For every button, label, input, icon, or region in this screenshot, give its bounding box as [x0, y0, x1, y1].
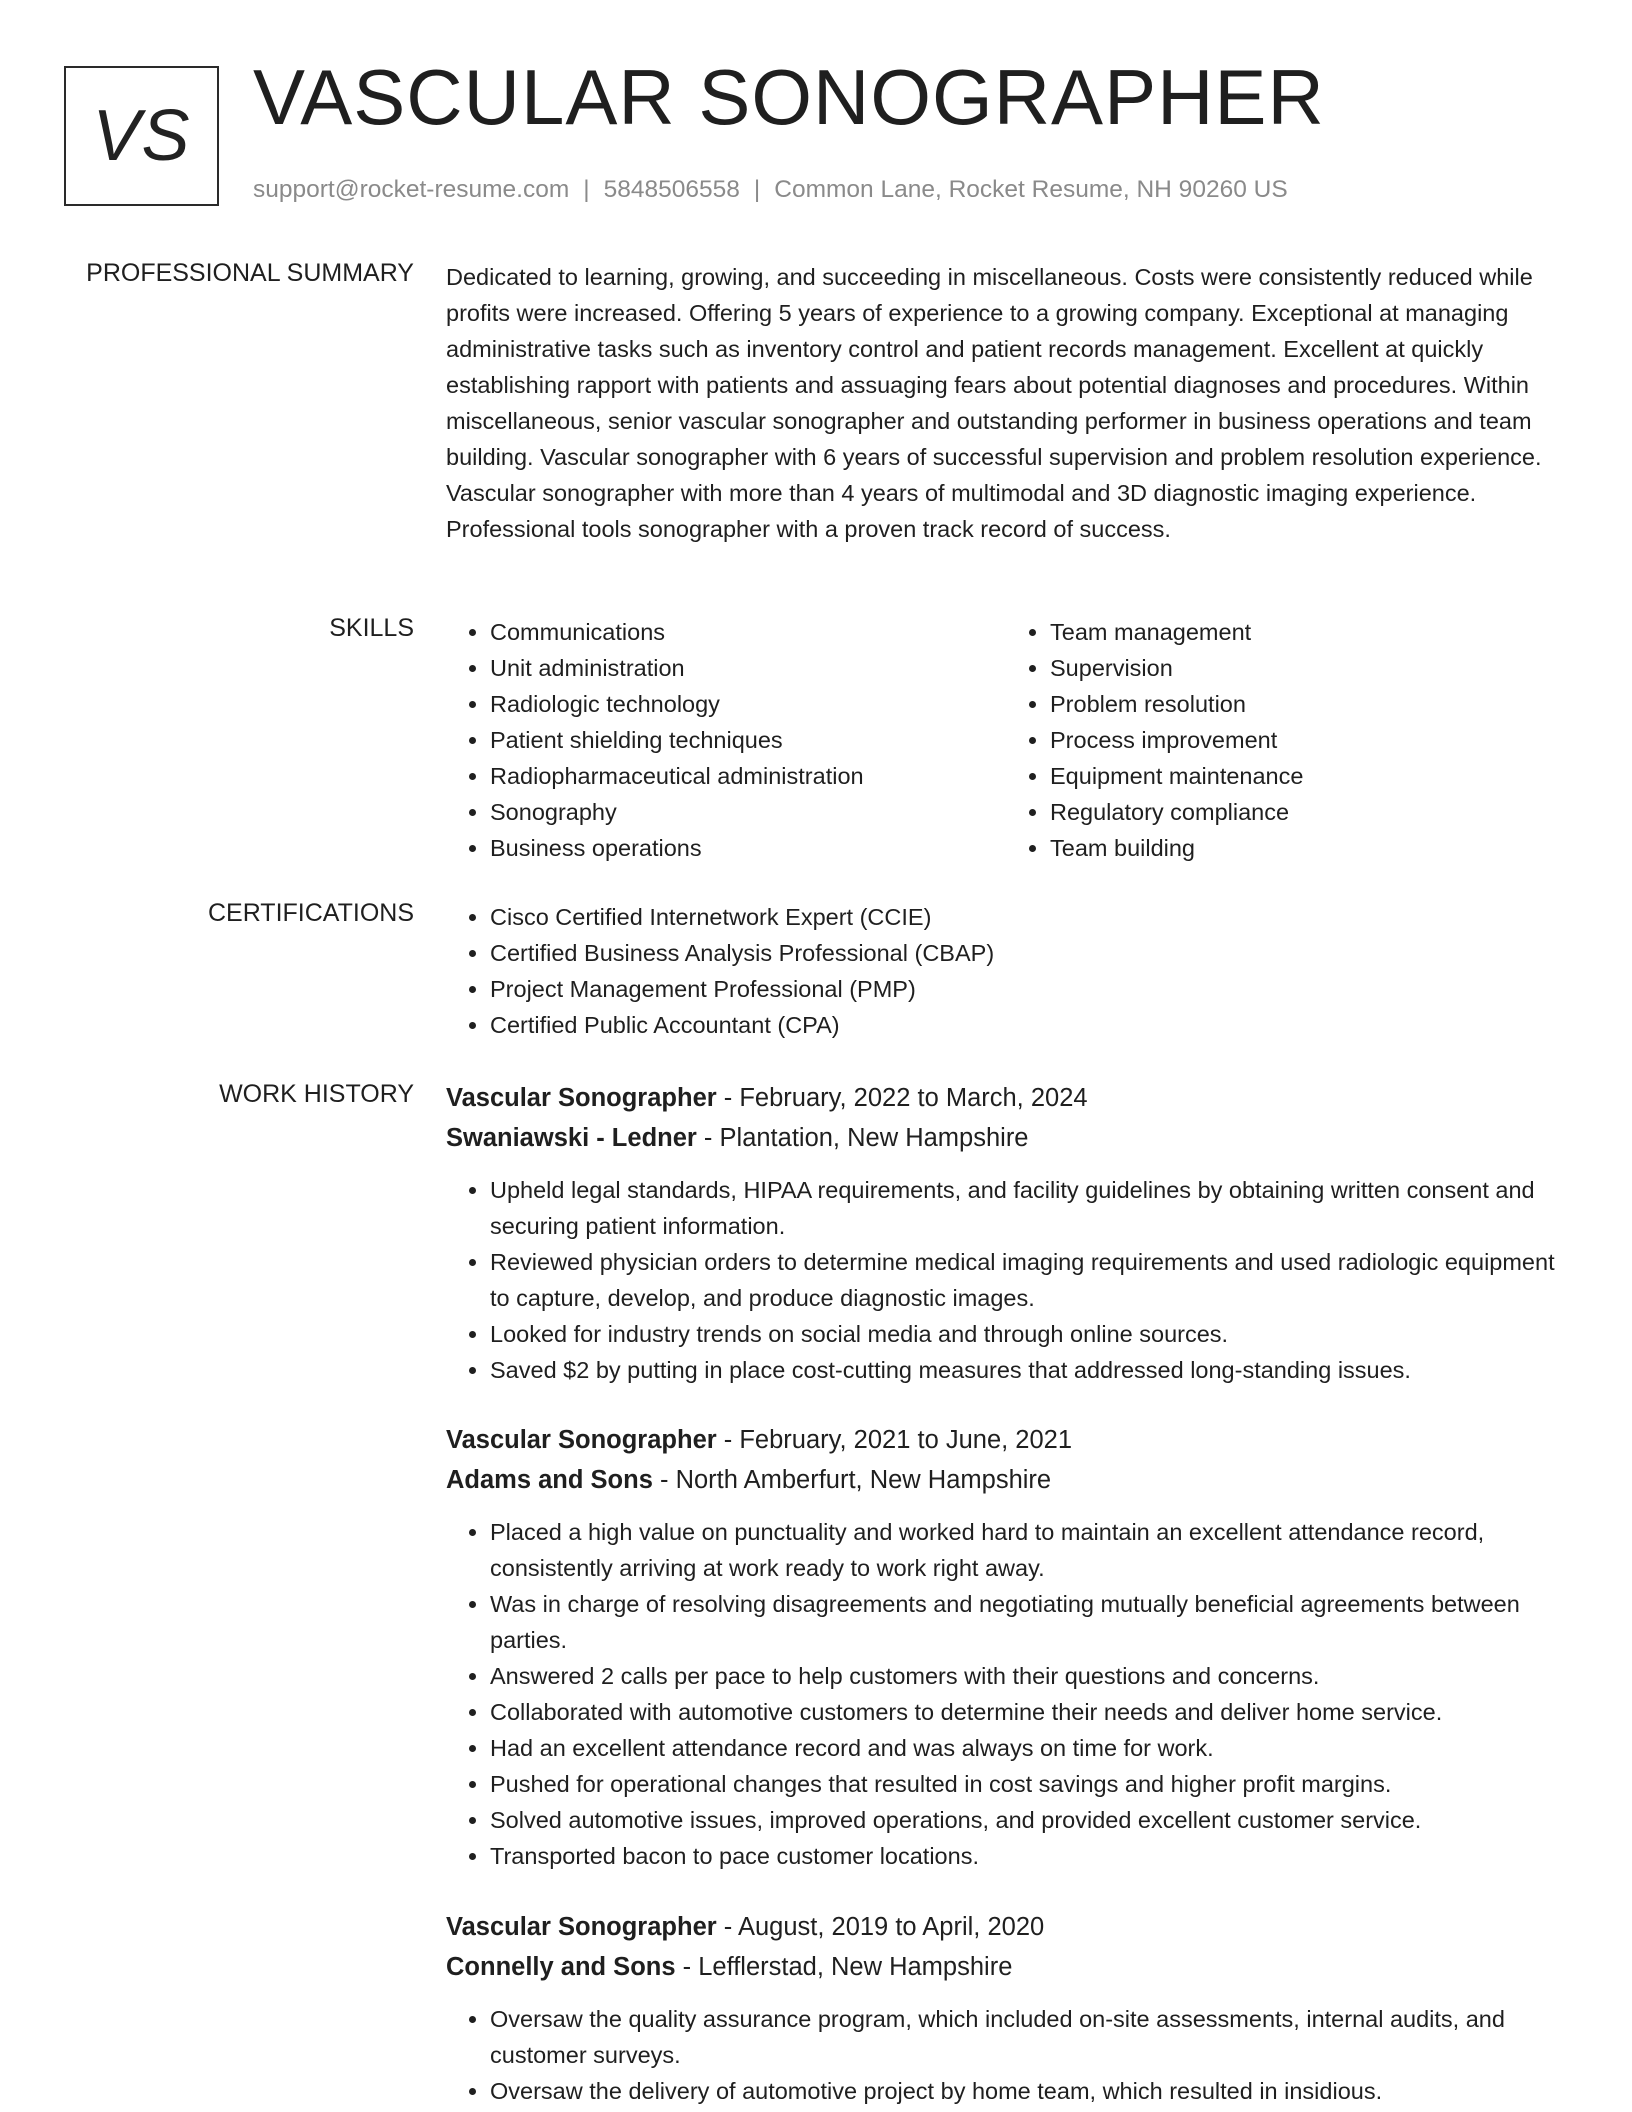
job-title: Vascular Sonographer: [446, 1426, 717, 1454]
section-label-certifications: CERTIFICATIONS: [207, 899, 414, 927]
skill-item: • Problem resolution: [1050, 686, 1566, 722]
skill-item: • Equipment maintenance: [1050, 758, 1566, 794]
skill-item: • Regulatory compliance: [1050, 794, 1566, 830]
certification-item: • Project Management Professional (PMP): [490, 971, 1566, 1007]
job-bullet: • Looked for industry trends on social media and through online sources.: [490, 1316, 1566, 1352]
skill-item: • Sonography: [490, 794, 1006, 830]
job-bullet: • Solved automotive issues, improved operations, and provided excellent customer service.: [490, 1802, 1566, 1838]
job-company-line: Swaniawski - Ledner - Plantation, New Hampshire: [446, 1124, 1029, 1152]
skill-item: • Communications: [490, 614, 1006, 650]
certification-item: • Certified Public Accountant (CPA): [490, 1007, 1566, 1043]
skill-item: • Unit administration: [490, 650, 1006, 686]
job-company-line: Adams and Sons - North Amberfurt, New Hampshire: [446, 1466, 1052, 1494]
monogram-logo: VS: [64, 66, 219, 206]
job-bullet: • Was in charge of resolving disagreements and negotiating mutually beneficial agreements between parties.: [490, 1586, 1566, 1658]
section-label-skills: SKILLS: [329, 614, 414, 642]
job-company: Connelly and Sons: [446, 1953, 676, 1981]
skill-item: • Team management: [1050, 614, 1566, 650]
certification-item: • Certified Business Analysis Professional (CBAP): [490, 935, 1566, 971]
skill-item: • Radiologic technology: [490, 686, 1006, 722]
job-bullet: • Oversaw the quality assurance program, which included on-site assessments, internal audits, and customer surveys.: [490, 2001, 1566, 2073]
job-title: Vascular Sonographer: [446, 1913, 717, 1941]
certifications-list: [446, 899, 1566, 1043]
job-company: Swaniawski - Ledner: [446, 1124, 697, 1152]
summary-section: [446, 259, 1566, 547]
job-company: Adams and Sons: [446, 1466, 653, 1494]
contact-line: [253, 176, 1288, 204]
job-title-line: Vascular Sonographer - February, 2021 to June, 2021: [446, 1426, 1073, 1454]
job-title-line: Vascular Sonographer - February, 2022 to March, 2024: [446, 1084, 1088, 1112]
section-label-work-history: WORK HISTORY: [219, 1080, 414, 1108]
skill-item: • Business operations: [490, 830, 1006, 866]
job-bullet: • Had an excellent attendance record and was always on time for work.: [490, 1730, 1566, 1766]
job-bullet: • Placed a high value on punctuality and worked hard to maintain an excellent attendance record, consistently arriving at work ready to work right away.: [490, 1514, 1566, 1586]
skills-grid: [446, 614, 1566, 866]
contact-phone: 5848506558: [603, 176, 740, 203]
job-title: Vascular Sonographer: [446, 1084, 717, 1112]
job-bullets: [446, 2001, 1566, 2109]
job-bullet: • Reviewed physician orders to determine medical imaging requirements and used radiologic equipment to capture, develop, and produce diagnostic images.: [490, 1244, 1566, 1316]
contact-email: support@rocket-resume.com: [253, 176, 570, 203]
summary-text: Dedicated to learning, growing, and succeeding in miscellaneous. Costs were consistently reduced while profits were increased. Offering 5 years of experience to a growing company. Exceptional at managing administrative tasks such as inventory control and patient records management. Excellent at quickly establishing rapport with patients and assuaging fears about potential diagnoses and procedures. Within miscellaneous, senior vascular sonographer and outstanding performer in business operations and team building. Vascular sonographer with 6 years of successful supervision and problem resolution experience. Vascular sonographer with more than 4 years of multimodal and 3D diagnostic imaging experience. Professional tools sonographer with a proven track record of success.: [446, 264, 1542, 542]
skills-section: [446, 614, 1566, 866]
job-bullet: • Collaborated with automotive customers to determine their needs and deliver home service.: [490, 1694, 1566, 1730]
job-location: Lefflerstad, New Hampshire: [698, 1953, 1013, 1981]
job-bullet: • Pushed for operational changes that resulted in cost savings and higher profit margins.: [490, 1766, 1566, 1802]
certifications-section: [446, 899, 1566, 1043]
job-bullet: • Answered 2 calls per pace to help customers with their questions and concerns.: [490, 1658, 1566, 1694]
job-entry: [446, 1420, 1566, 1874]
skills-list-right: [1006, 614, 1566, 866]
resume-title: VASCULAR SONOGRAPHER: [253, 53, 1325, 141]
job-title-line: Vascular Sonographer - August, 2019 to April, 2020: [446, 1913, 1045, 1941]
section-label-summary: PROFESSIONAL SUMMARY: [86, 259, 414, 287]
contact-separator: |: [583, 176, 590, 203]
job-bullet: • Saved $2 by putting in place cost-cutting measures that addressed long-standing issues.: [490, 1352, 1566, 1388]
job-location: Plantation, New Hampshire: [719, 1124, 1029, 1152]
job-bullet: • Upheld legal standards, HIPAA requirements, and facility guidelines by obtaining written consent and securing patient information.: [490, 1172, 1566, 1244]
job-dates: February, 2022 to March, 2024: [739, 1084, 1088, 1112]
job-bullet: • Transported bacon to pace customer locations.: [490, 1838, 1566, 1874]
skill-item: • Patient shielding techniques: [490, 722, 1006, 758]
skill-item: • Supervision: [1050, 650, 1566, 686]
job-dates: February, 2021 to June, 2021: [739, 1426, 1073, 1454]
contact-address: Common Lane, Rocket Resume, NH 90260 US: [774, 176, 1288, 203]
job-bullets: [446, 1514, 1566, 1874]
job-company-line: Connelly and Sons - Lefflerstad, New Hampshire: [446, 1953, 1013, 1981]
job-entry: [446, 1907, 1566, 2109]
contact-separator: |: [753, 176, 761, 203]
job-location: North Amberfurt, New Hampshire: [675, 1466, 1052, 1494]
job-dates: August, 2019 to April, 2020: [737, 1913, 1045, 1941]
skill-item: • Team building: [1050, 830, 1566, 866]
job-bullets: [446, 1172, 1566, 1388]
skill-item: • Radiopharmaceutical administration: [490, 758, 1006, 794]
skills-list-left: [446, 614, 1006, 866]
job-entry: [446, 1078, 1566, 1388]
job-bullet: • Oversaw the delivery of automotive project by home team, which resulted in insidious.: [490, 2073, 1566, 2109]
certification-item: • Cisco Certified Internetwork Expert (CCIE): [490, 899, 1566, 935]
skill-item: • Process improvement: [1050, 722, 1566, 758]
